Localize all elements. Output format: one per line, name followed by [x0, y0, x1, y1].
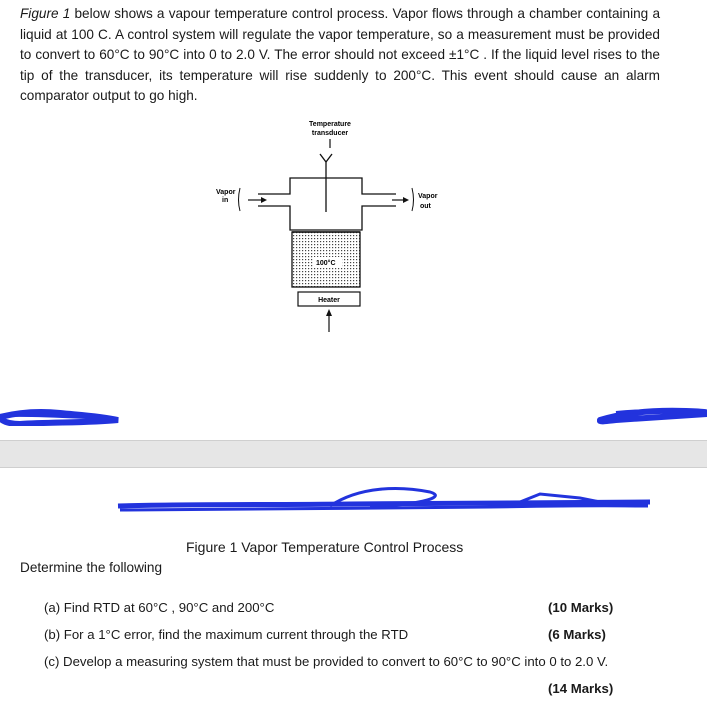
- vapor-out-arrowhead: [403, 197, 409, 203]
- intro-text: below shows a vapour temperature control process. Vapor flows through a chamber containing a liquid at 100 C. A control system will regulate the vapor temperature, so a measurement must be provided to convert to 60°C to 90°C into 0 to 2.0 V. The error should not exceed ±1°C . If the liquid level rises to the tip of the transducer, its temperature will rise suddenly to 200°C. This event should cause an alarm comparator output to go high.: [20, 6, 660, 104]
- marks-a: (10 Marks): [548, 600, 614, 615]
- figure-caption: Figure 1 Vapor Temperature Control Process: [186, 539, 464, 555]
- vapor-out-line1: Vapor: [418, 193, 438, 200]
- transducer-label-line2: transducer: [311, 130, 349, 137]
- redacted-page-header: [110, 484, 655, 514]
- intro-paragraph: [20, 4, 660, 107]
- vapor-in-brace: [239, 188, 241, 211]
- transducer-icon: [320, 154, 332, 212]
- heater-arrowhead: [326, 309, 332, 316]
- question-a: (a) Find RTD at 60°C , 90°C and 200°C: [44, 600, 275, 615]
- vapor-out-brace: [412, 188, 414, 211]
- marks-b: (6 Marks): [548, 627, 606, 642]
- determine-heading: Determine the following: [20, 560, 163, 575]
- chamber-outline: [258, 178, 396, 230]
- figure-reference: Figure 1: [20, 6, 71, 21]
- transducer-label-line1: Temperature: [309, 121, 351, 128]
- liquid-temp-label: 100°C: [316, 260, 336, 267]
- question-b: (b) For a 1°C error, find the maximum current through the RTD: [44, 627, 409, 642]
- redacted-footer-right: [596, 404, 707, 426]
- vapor-in-arrowhead: [261, 197, 267, 203]
- marks-c: (14 Marks): [548, 681, 614, 696]
- vapor-out-line2: out: [420, 203, 431, 210]
- redacted-footer-left: [0, 408, 120, 426]
- vapor-process-diagram: [200, 112, 440, 342]
- page-break: [0, 440, 707, 468]
- heater-label: Heater: [318, 297, 340, 304]
- question-c: (c) Develop a measuring system that must be provided to convert to 60°C to 90°C into 0 to 2.0 V.: [44, 654, 609, 669]
- vapor-in-line2: in: [222, 197, 229, 204]
- vapor-in-line1: Vapor: [216, 189, 236, 196]
